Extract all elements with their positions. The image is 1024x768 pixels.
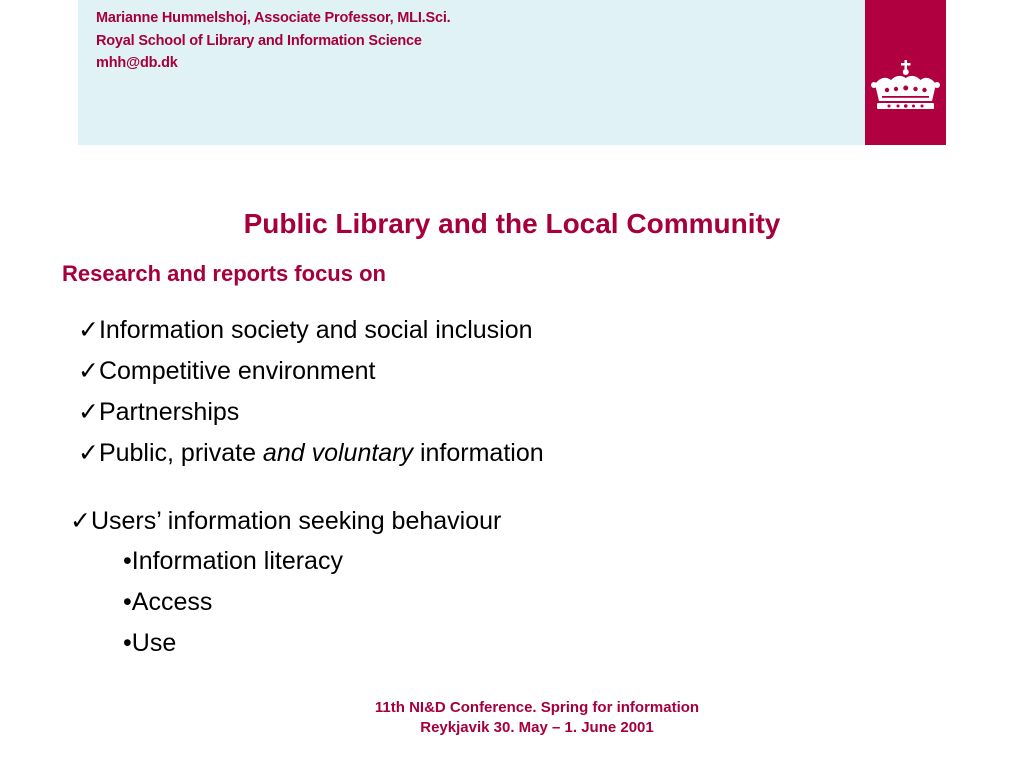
author-name: Marianne Hummelshoj, Associate Professor, MLI.Sci.	[96, 10, 451, 26]
author-info	[96, 7, 451, 75]
footer	[287, 698, 787, 738]
list-item: ✓Partnerships	[78, 398, 240, 426]
list-item: ✓Users’ information seeking behaviour	[70, 507, 502, 535]
crown-icon	[865, 58, 946, 118]
list-item: ✓Public, private and voluntary information	[78, 439, 544, 467]
check-mark-icon: ✓	[78, 398, 99, 426]
bullet-icon: •	[123, 588, 132, 616]
conference-name: 11th NI&D Conference. Spring for information	[374, 699, 700, 716]
list-item: ✓Information society and social inclusion	[78, 316, 533, 344]
institution-name: Royal School of Library and Information Science	[96, 32, 422, 49]
conference-dates: Reykjavik 30. May – 1. June 2001	[420, 719, 654, 736]
check-mark-icon: ✓	[78, 357, 99, 385]
slide-title: Public Library and the Local Community	[243, 208, 781, 239]
sub-list-item: •Access	[123, 588, 213, 616]
sub-list-item: •Information literacy	[123, 547, 343, 575]
check-mark-icon: ✓	[70, 507, 91, 535]
slide-subtitle: Research and reports focus on	[62, 261, 386, 286]
list-item: ✓Competitive environment	[78, 357, 376, 385]
bullet-icon: •	[123, 547, 132, 575]
check-mark-icon: ✓	[78, 439, 99, 467]
sub-list-item: •Use	[123, 629, 177, 657]
check-mark-icon: ✓	[78, 316, 99, 344]
author-email: mhh@db.dk	[96, 55, 178, 71]
bullet-icon: •	[123, 629, 132, 657]
logo	[865, 0, 946, 145]
